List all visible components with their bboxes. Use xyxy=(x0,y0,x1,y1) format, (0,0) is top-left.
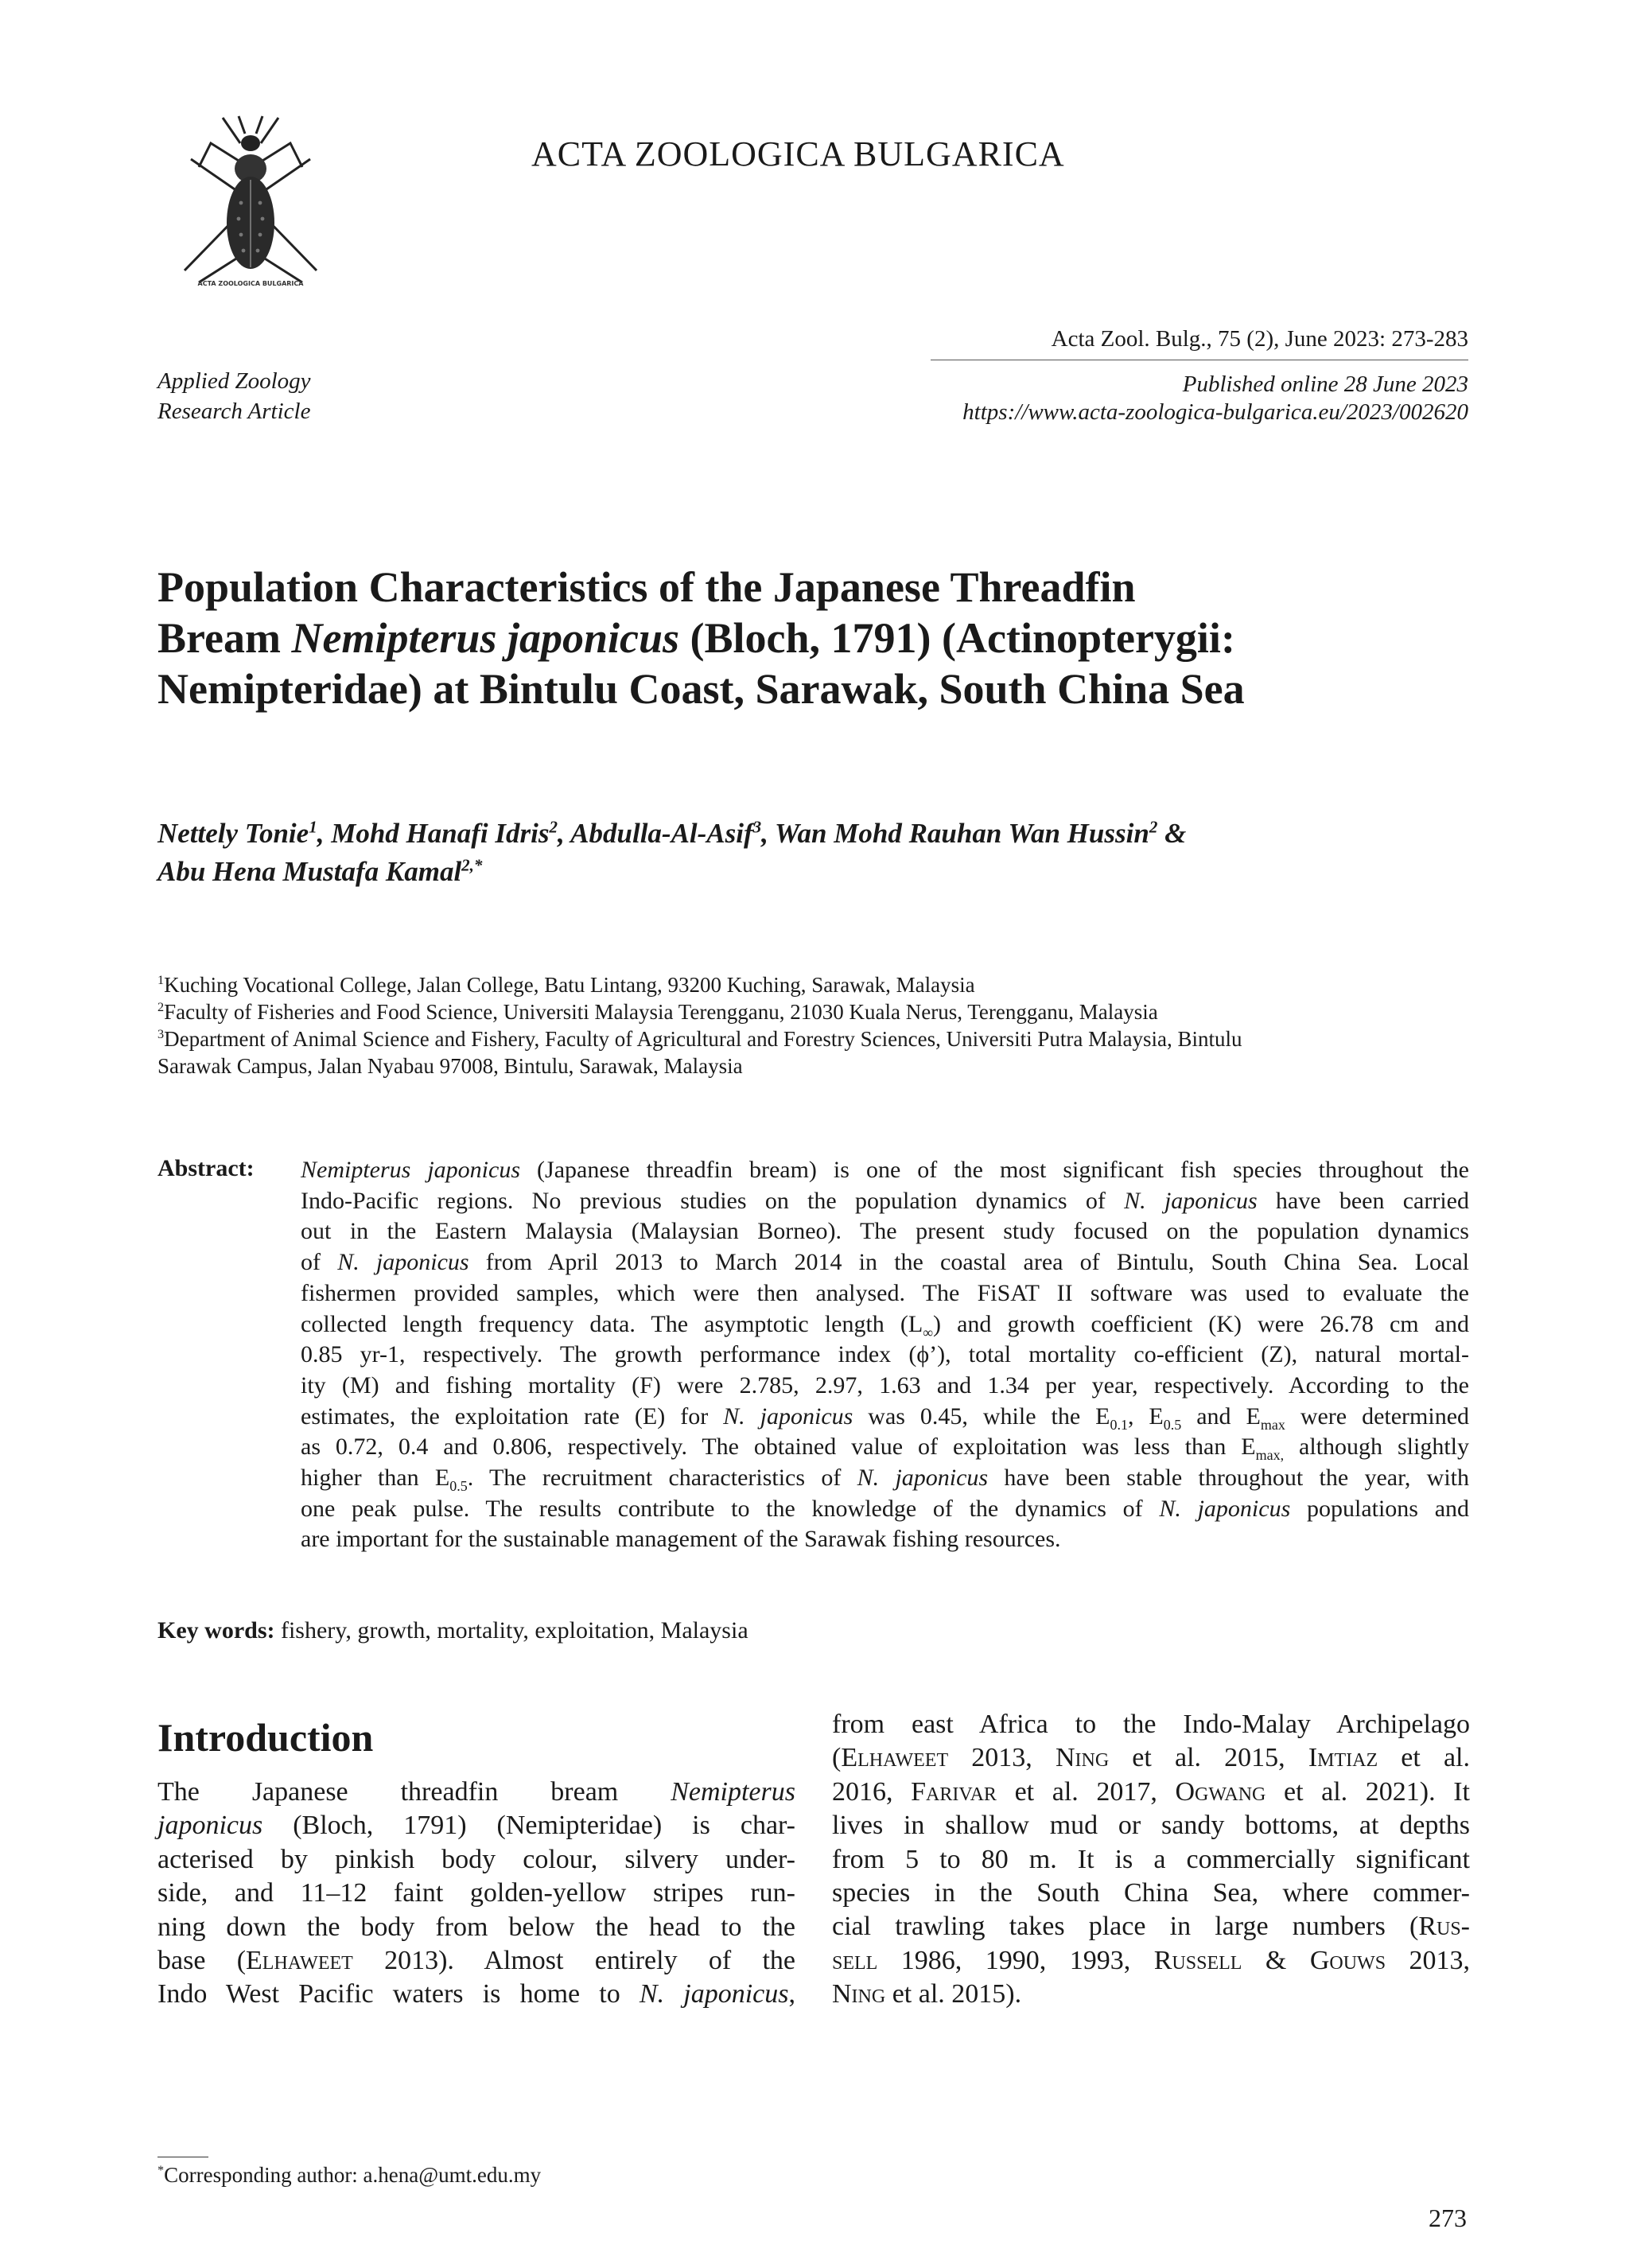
abstract-text: from April 2013 to March 2014 in the coastal area of Bintulu, South China Sea. Local xyxy=(468,1249,1470,1276)
body-line xyxy=(157,1978,795,2011)
affiliation-ref: 2,* xyxy=(461,855,483,875)
category-line: Research Article xyxy=(157,399,311,424)
body-text: , xyxy=(788,1979,795,2009)
journal-name: ACTA ZOOLOGICA BULGARICA xyxy=(531,134,1065,173)
abstract-line xyxy=(301,1494,1469,1525)
abstract-text: , E xyxy=(1127,1402,1164,1430)
body-line: from 5 to 80 m. It is a commercially significant xyxy=(832,1844,1470,1874)
category-line: Applied Zoology xyxy=(157,368,311,394)
body-text: et al. 2021). It xyxy=(1265,1776,1471,1807)
abstract-text: collected length frequency data. The asymptotic length (L xyxy=(301,1310,923,1337)
affiliation xyxy=(157,971,1478,998)
subscript: 0.5 xyxy=(449,1478,468,1495)
abstract-line: fishermen provided samples, which were then analysed. The FiSAT II software was used to evaluate the xyxy=(301,1279,1469,1306)
abstract-line: out in the Eastern Malaysia (Malaysian Borneo). The present study focused on the population dynamics xyxy=(301,1218,1469,1245)
citation-author: Ogwang xyxy=(1175,1776,1266,1807)
species-name: N. japonicus xyxy=(1159,1495,1291,1522)
affiliation-number: 3 xyxy=(157,1027,165,1041)
subscript: ∞ xyxy=(923,1324,934,1340)
body-text: The Japanese threadfin bream xyxy=(157,1777,671,1807)
species-name: N. japonicus xyxy=(1124,1187,1258,1214)
body-line: from east Africa to the Indo-Malay Archipelago xyxy=(832,1710,1470,1739)
body-line xyxy=(157,1776,795,1809)
abstract-text: have been stable throughout the year, with xyxy=(988,1465,1469,1492)
affiliation-text: Department of Animal Science and Fishery, Faculty of Agricultural and Forestry Sciences, Universiti Putra Malaysia, Bintulu xyxy=(164,1027,1242,1051)
title-line: Nemipteridae) at Bintulu Coast, Sarawak, South China Sea xyxy=(157,665,1245,713)
affiliation-ref: 1 xyxy=(309,817,317,837)
title-line xyxy=(157,613,1478,663)
citation-author: Gouws xyxy=(1309,1945,1386,1975)
author-conjunction: & xyxy=(1164,818,1187,849)
journal-logo xyxy=(167,111,334,294)
abstract-label: Abstract: xyxy=(157,1155,255,1181)
abstract-line: ity (M) and fishing mortality (F) were 2.785, 2.97, 1.63 and 1.34 per year, respectively. According to the xyxy=(301,1371,1469,1399)
citation-author: Elhaweet xyxy=(246,1946,353,1976)
body-text: et al. 2015, xyxy=(1109,1743,1308,1773)
author: Mohd Hanafi Idris xyxy=(331,818,550,849)
citation-author: Ning xyxy=(1055,1743,1110,1773)
author: Abu Hena Mustafa Kamal xyxy=(157,856,462,887)
keywords-text: fishery, growth, mortality, exploitation, Malaysia xyxy=(274,1617,748,1644)
intro-column-left xyxy=(157,1776,795,2012)
intro-column-right xyxy=(832,1708,1470,2012)
species-name: N. japonicus xyxy=(337,1249,469,1276)
abstract-line xyxy=(301,1402,1469,1433)
abstract-text: as 0.72, 0.4 and 0.806, respectively. The obtained value of exploitation was less than E xyxy=(301,1434,1256,1461)
subscript: max xyxy=(1260,1416,1285,1433)
abstract-text: was 0.45, while the E xyxy=(853,1402,1110,1430)
body-text: 1986, 1990, 1993, xyxy=(877,1945,1154,1975)
body-line: ning down the body from below the head to the xyxy=(157,1912,795,1942)
abstract-text: although slightly xyxy=(1284,1434,1469,1461)
footnote xyxy=(157,2163,541,2188)
author-list xyxy=(157,815,1478,891)
affiliation: Sarawak Campus, Jalan Nyabau 97008, Bintulu, Sarawak, Malaysia xyxy=(157,1054,743,1078)
body-line xyxy=(832,1910,1470,1943)
author: Wan Mohd Rauhan Wan Hussin xyxy=(775,818,1149,849)
affiliations xyxy=(157,971,1478,1080)
abstract-line xyxy=(301,1155,1469,1186)
citation-author: Rus- xyxy=(1418,1912,1470,1942)
body-text: et al. xyxy=(1378,1743,1471,1773)
page-title xyxy=(157,562,1478,714)
affiliation-text: Faculty of Fisheries and Food Science, Universiti Malaysia Terengganu, 21030 Kuala Nerus, Terengganu, Malaysia xyxy=(164,1000,1158,1024)
title-text: (Bloch, 1791) (Actinopterygii: xyxy=(679,614,1235,662)
abstract-line xyxy=(301,1186,1469,1217)
abstract-text: and E xyxy=(1181,1402,1261,1430)
body-line xyxy=(157,1809,795,1842)
species-name: japonicus xyxy=(157,1811,263,1841)
abstract-line xyxy=(301,1247,1469,1278)
footnote-marker: * xyxy=(157,2163,165,2177)
body-line xyxy=(832,1944,1470,1978)
title-text: Bream xyxy=(157,614,292,662)
body-text: 2016, xyxy=(832,1776,912,1807)
abstract-text: estimates, the exploitation rate (E) for xyxy=(301,1402,724,1430)
body-text: base ( xyxy=(157,1946,247,1976)
affiliation-ref: 2 xyxy=(549,817,558,837)
body-line: lives in shallow mud or sandy bottoms, at depths xyxy=(832,1811,1470,1841)
affiliation xyxy=(157,998,1478,1025)
title-line: Population Characteristics of the Japanese Threadfin xyxy=(157,563,1136,611)
abstract-line xyxy=(301,1309,1469,1340)
beetle-logo-icon xyxy=(167,111,334,294)
author-line: Nettely Tonie$^1$, Mohd Hanafi Idris$^2$, Abdulla-Al-Asif$^3$, Wan Mohd Rauhan Wan Hussin$^2$ & xyxy=(157,817,1187,849)
body-text: 2013). Almost entirely of the xyxy=(352,1946,795,1976)
citation-author: Ning xyxy=(832,1979,886,2009)
subscript: 0.5 xyxy=(1163,1416,1182,1433)
abstract-text: higher than E xyxy=(301,1465,450,1492)
citation-author: Elhaweet xyxy=(841,1743,949,1773)
abstract-text: one peak pulse. The results contribute to the knowledge of the dynamics of xyxy=(301,1495,1160,1522)
published-date: Published online 28 June 2023 xyxy=(1182,372,1468,397)
body-text: 2013, xyxy=(948,1743,1056,1773)
affiliation xyxy=(157,1025,1478,1052)
body-text: (Bloch, 1791) (Nemipteridae) is char- xyxy=(262,1811,795,1841)
abstract-text: (Japanese threadfin bream) is one of the most significant fish species throughout the xyxy=(520,1157,1469,1183)
citation-author: Farivar xyxy=(911,1776,997,1807)
body-line: acterised by pinkish body colour, silvery under- xyxy=(157,1844,795,1874)
body-text: Indo West Pacific waters is home to xyxy=(157,1979,640,2009)
author: Abdulla-Al-Asif xyxy=(570,818,753,849)
body-text: ( xyxy=(832,1743,842,1773)
page-number: 273 xyxy=(1429,2204,1467,2232)
species-name: Nemipterus japonicus xyxy=(301,1157,521,1183)
abstract-line xyxy=(301,1432,1469,1463)
species-name: Nemipterus japonicus xyxy=(291,614,680,662)
abstract-text: ) and growth coefficient (K) were 26.78 cm and xyxy=(933,1310,1469,1337)
body-text: et al. 2015). xyxy=(885,1979,1022,2009)
species-name: N. japonicus xyxy=(723,1402,853,1430)
citation: Acta Zool. Bulg., 75 (2), June 2023: 273-283 xyxy=(1051,326,1468,352)
subscript: 0.1 xyxy=(1110,1416,1128,1433)
citation-author: sell xyxy=(832,1945,878,1975)
article-url[interactable]: https://www.acta-zoologica-bulgarica.eu/2023/002620 xyxy=(962,399,1468,425)
abstract-line: 0.85 yr-1, respectively. The growth performance index (ϕ’), total mortality co-efficient (Z), natural mortal- xyxy=(301,1341,1469,1368)
body-text: cial trawling takes place in large numbers ( xyxy=(832,1912,1419,1942)
body-text: et al. 2017, xyxy=(996,1776,1176,1807)
citation-author: Imtiaz xyxy=(1308,1743,1378,1773)
abstract-line: are important for the sustainable management of the Sarawak fishing resources. xyxy=(301,1526,1061,1553)
body-line: species in the South China Sea, where commer- xyxy=(832,1878,1470,1908)
footnote-text: Corresponding author: a.hena@umt.edu.my xyxy=(164,2163,542,2187)
keywords-label: Key words: xyxy=(157,1617,275,1644)
affiliation-ref: 2 xyxy=(1149,817,1158,837)
species-name: Nemipterus xyxy=(671,1777,795,1807)
citation-author: Russell xyxy=(1153,1945,1242,1975)
abstract-text: populations and xyxy=(1290,1495,1470,1522)
abstract-text: were determined xyxy=(1285,1402,1470,1430)
author-line xyxy=(157,853,1478,891)
body-line xyxy=(157,1944,795,1978)
logo-caption: ACTA ZOOLOGICA BULGARICA xyxy=(197,280,304,287)
affiliation-text: Kuching Vocational College, Jalan College, Batu Lintang, 93200 Kuching, Sarawak, Malaysia xyxy=(164,973,975,997)
body-text: 2013, xyxy=(1386,1945,1471,1975)
abstract-text: . The recruitment characteristics of xyxy=(467,1465,857,1492)
body-line: side, and 11–12 faint golden-yellow stripes run- xyxy=(157,1878,795,1908)
abstract-text: have been carried xyxy=(1257,1187,1469,1214)
species-name: N. japonicus xyxy=(857,1465,989,1492)
body-line xyxy=(832,1978,1470,2011)
body-text: & xyxy=(1242,1945,1310,1975)
abstract-line xyxy=(301,1463,1469,1494)
abstract-text: Indo-Pacific regions. No previous studies on the population dynamics of xyxy=(301,1187,1125,1214)
body-line xyxy=(832,1776,1470,1809)
body-line xyxy=(832,1741,1470,1775)
section-heading: Introduction xyxy=(157,1715,374,1760)
affiliation-ref: 3 xyxy=(752,817,762,837)
abstract-text: of xyxy=(301,1249,338,1276)
subscript: max, xyxy=(1255,1447,1285,1464)
author: Nettely Tonie xyxy=(157,818,309,849)
species-name: N. japonicus xyxy=(639,1979,789,2009)
abstract-body xyxy=(301,1155,1469,1555)
affiliation-number: 1 xyxy=(157,973,165,987)
keywords xyxy=(157,1617,748,1644)
affiliation-number: 2 xyxy=(157,1000,165,1014)
article-category xyxy=(157,366,311,426)
